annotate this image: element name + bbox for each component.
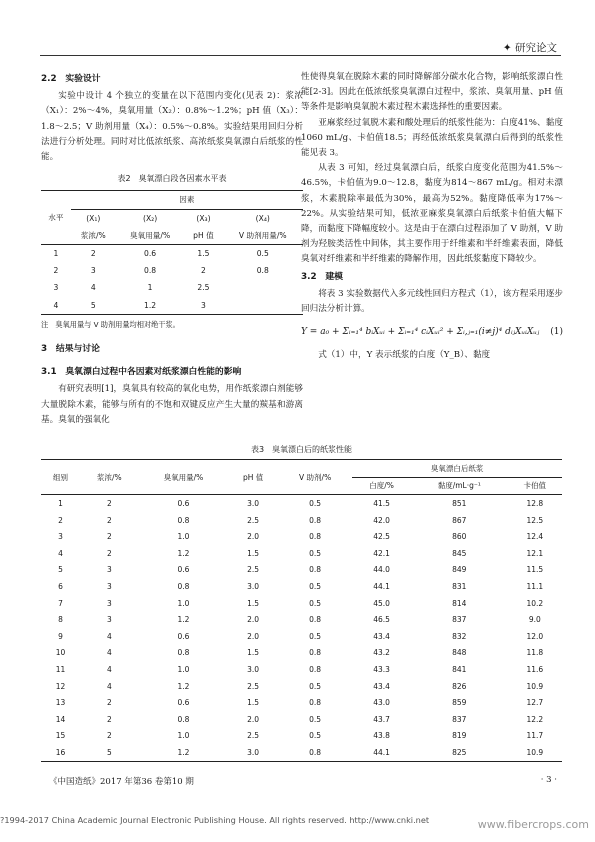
- table3-caption: 表3 臭氧漂白后的纸浆性能: [250, 445, 353, 454]
- table-cell: 42.1: [373, 548, 390, 558]
- table-cell: 12.1: [526, 548, 544, 558]
- table-cell: 849: [452, 565, 467, 575]
- table-cell: 848: [452, 648, 467, 658]
- table-row: [41, 628, 562, 645]
- table-cell: 819: [452, 731, 467, 741]
- section-2-2-paragraph: 实验中设计 4 个独立的变量在以下范围内变化(见表 2)：浆浓（X₁）：2%～4%，臭氧用量（X₂）：0.8%～1.2%；pH 值（X₃）：1.8～2.5；V 助剂用量（X₄）：0.5%～0.8%。实验结果用回归分析法进行分析处理。同时对比低浓纸浆、高浓纸浆臭氧漂白后纸浆的性能。: [41, 91, 303, 163]
- table-cell: 4: [106, 664, 112, 674]
- table-cell: 0.6: [177, 565, 190, 575]
- table-cell: 826: [452, 681, 467, 691]
- table-cell: 10: [55, 648, 66, 658]
- table-cell: 0.8: [309, 565, 322, 575]
- table-cell: 3: [106, 615, 112, 625]
- table-row: [41, 645, 562, 662]
- table-cell: 0.8: [309, 698, 322, 708]
- table-cell: 867: [452, 515, 467, 525]
- table-cell: 0.8: [309, 532, 322, 542]
- table-row: [41, 262, 303, 279]
- table-cell: 0.5: [309, 498, 322, 508]
- table-cell: 4: [90, 283, 96, 293]
- table-cell: 1.2: [139, 744, 229, 761]
- table-row: [41, 595, 562, 612]
- table-row: [41, 711, 562, 728]
- table-cell: 1.0: [177, 664, 190, 674]
- table-cell: 831: [452, 581, 467, 591]
- table-row: [41, 694, 562, 711]
- table-cell: 1.2: [177, 548, 190, 558]
- table2-col-name: V 助剂用量/%: [238, 230, 287, 240]
- table2-col-name: pH 值: [193, 230, 214, 240]
- table-cell: 0.8: [309, 664, 322, 674]
- table-cell: 43.2: [373, 648, 390, 658]
- table-cell: 2.0: [247, 532, 260, 542]
- table-cell: 44.1: [373, 581, 390, 591]
- table-row: [41, 512, 562, 529]
- table-cell: 3: [106, 598, 112, 608]
- table-cell: 4: [106, 631, 112, 641]
- table-cell: 0.5: [309, 581, 322, 591]
- table2-caption: 表2 臭氧漂白段各因素水平表: [117, 174, 227, 184]
- table-cell: 2: [106, 498, 112, 508]
- table-cell: 43.4: [373, 681, 390, 691]
- table-cell: 9.0: [528, 615, 541, 625]
- table-row: [41, 678, 562, 695]
- table-cell: 851: [452, 498, 467, 508]
- table-cell: 4: [53, 300, 59, 310]
- table-cell: 4: [58, 548, 63, 558]
- table-row: [41, 744, 562, 761]
- table-cell: 0.8: [256, 266, 269, 276]
- table-cell: 2: [90, 249, 96, 259]
- table-cell: 3.0: [247, 498, 260, 508]
- table-cell: 2: [106, 714, 112, 724]
- table3-group-header: 臭氧漂白后纸浆: [352, 460, 562, 478]
- table-cell: 12.4: [526, 532, 544, 542]
- table-cell: 46.5: [373, 615, 390, 625]
- section-2-2-title: 2.2 实验设计: [41, 74, 101, 84]
- table-cell: 0.5: [309, 731, 322, 741]
- left-column: [41, 70, 303, 428]
- table-cell: 3: [106, 581, 112, 591]
- table-row: [41, 661, 562, 678]
- paragraph: 性使得臭氧在脱除木素的同时降解部分碳水化合物，影响纸浆漂白性能[2-3]。因此在低浓纸浆臭氧漂白过程中，浆浓、臭氧用量、pH 值等条件是影响臭氧脱木素过程木素选择性的重要因素。: [301, 72, 563, 113]
- table-cell: 12.7: [526, 698, 544, 708]
- table-cell: 0.5: [309, 631, 322, 641]
- table-cell: 5: [90, 300, 96, 310]
- table-cell: 0.5: [309, 681, 322, 691]
- table-cell: 0.8: [309, 515, 322, 525]
- section-3-1-paragraph: 有研究表明[1]，臭氧具有较高的氧化电势，用作纸浆漂白剂能够大量脱除木素，能够与所有的不饱和双键反应产生大量的羰基和游离基。臭氧的强氧化: [41, 384, 303, 425]
- table-cell: 15: [55, 731, 66, 741]
- table-cell: 837: [452, 714, 467, 724]
- table-cell: 0.5: [309, 548, 322, 558]
- table-cell: 42.5: [373, 532, 390, 542]
- table-cell: 5: [80, 744, 139, 761]
- table-cell: 860: [452, 532, 467, 542]
- table-cell: 837: [452, 615, 467, 625]
- table3: [41, 459, 562, 762]
- table-cell: 11.1: [526, 581, 544, 591]
- table-cell: 4: [106, 681, 112, 691]
- table-cell: 0.8: [177, 581, 190, 591]
- table3-header: 组别: [41, 460, 80, 495]
- table-cell: 44.0: [373, 565, 390, 575]
- table-cell: 43.7: [373, 714, 390, 724]
- table-cell: 0.8: [177, 515, 190, 525]
- table3-block: [41, 444, 562, 762]
- table-cell: 42.0: [373, 515, 390, 525]
- copyright-line: ?1994-2017 China Academic Journal Electronic Publishing House. All rights reserved. http://www.cnki.net: [0, 815, 430, 825]
- journal-footer: 《中国造纸》2017 年第36 卷第10 期: [49, 777, 194, 787]
- table-cell: 2: [106, 532, 112, 542]
- table-cell: 12.2: [526, 714, 544, 724]
- table-cell: 5: [58, 565, 63, 575]
- table-cell: 0.8: [309, 615, 322, 625]
- section-tag-label: 研究论文: [515, 42, 557, 54]
- table-cell: 1.2: [177, 615, 190, 625]
- header-rule: [40, 55, 561, 56]
- table-cell: 3: [90, 266, 96, 276]
- table-cell: 13: [55, 698, 66, 708]
- table-cell: 10.2: [526, 598, 544, 608]
- table2-col-code: (X₃): [196, 213, 211, 223]
- table-cell: 11: [55, 664, 66, 674]
- table-row: [41, 611, 562, 628]
- table-cell: [223, 297, 303, 315]
- table-cell: 9: [58, 631, 63, 641]
- table-cell: 1.0: [177, 598, 190, 608]
- table-cell: 2.0: [247, 631, 260, 641]
- table-cell: 814: [452, 598, 467, 608]
- page-number: · 3 ·: [540, 775, 557, 785]
- table-cell: 825: [411, 744, 508, 761]
- table-cell: 859: [452, 698, 467, 708]
- table-cell: 1.2: [144, 300, 157, 310]
- table-cell: 2: [106, 515, 112, 525]
- table-cell: 0.8: [177, 714, 190, 724]
- table-cell: 2: [201, 266, 206, 276]
- right-column: [301, 70, 563, 364]
- table2: [41, 190, 303, 314]
- section-3-title: 3 结果与讨论: [41, 344, 100, 355]
- table-cell: 12.5: [526, 515, 544, 525]
- table-cell: 44.1: [352, 744, 411, 761]
- table-cell: 7: [58, 598, 63, 608]
- table-cell: 2: [106, 698, 112, 708]
- table-cell: [223, 279, 303, 296]
- table-cell: 1: [147, 283, 153, 293]
- table-cell: 14: [55, 714, 66, 724]
- table-row: [41, 297, 303, 315]
- table-cell: 4: [106, 648, 112, 658]
- table-cell: 2.0: [247, 714, 260, 724]
- paragraph: 从表 3 可知，经过臭氧漂白后，纸浆白度变化范围为41.5%～46.5%，卡伯值为9.0～12.8，黏度为814～867 mL/g。相对未漂浆，木素脱除率最低为30%，最高为52%。黏度降低率为17%～22%。从实验结果可知，低浓亚麻浆臭氧漂白后纸浆卡伯值大幅下降，而黏度下降幅度较小。这是由于在漂白过程添加了 V 助剂，V 助剂为羟胺类活性中间体，其主要作用于纤维素和半纤维素表面，降低臭氧对纤维素和半纤维素的降解作用，因此纸浆黏度下降较少。: [301, 163, 563, 265]
- table-cell: 1.5: [247, 598, 260, 608]
- table-cell: 0.8: [144, 266, 157, 276]
- table-cell: 12.8: [526, 498, 544, 508]
- paragraph: 亚麻浆经过氧脱木素和酸处理后的纸浆性能为：白度41%、黏度1060 mL/g、卡伯值18.5；再经低浓纸浆臭氧漂白后得到的纸浆性能见表 3。: [301, 117, 563, 159]
- table-cell: 3: [58, 532, 63, 542]
- table-row: [41, 495, 562, 512]
- table-cell: 845: [452, 548, 467, 558]
- table-cell: 43.8: [373, 731, 390, 741]
- table3-header: 浆浓/%: [80, 460, 139, 495]
- table-cell: 43.3: [373, 664, 390, 674]
- table-cell: 6: [58, 581, 63, 591]
- table-row: [41, 545, 562, 562]
- table-row: [41, 562, 562, 579]
- paragraph: 将表 3 实验数据代入多元线性回归方程式（1），该方程采用逐步回归法分析计算。: [301, 288, 563, 315]
- table-row: [41, 728, 562, 745]
- table-cell: 1.5: [247, 648, 260, 658]
- table-cell: 1: [58, 498, 63, 508]
- table-cell: 2.0: [247, 615, 260, 625]
- watermark: www.fibercrops.com: [477, 818, 589, 831]
- table2-col-code: (X₄): [255, 213, 270, 223]
- table-cell: 3.0: [228, 744, 278, 761]
- table-cell: 3: [201, 300, 206, 310]
- table-cell: 10.9: [526, 681, 544, 691]
- table-cell: 1.0: [177, 532, 190, 542]
- table-row: [41, 245, 303, 263]
- table-cell: 2.5: [247, 681, 260, 691]
- table-cell: 41.5: [373, 498, 390, 508]
- table-cell: 11.5: [526, 565, 544, 575]
- table-cell: 11.6: [526, 664, 544, 674]
- table-cell: 0.5: [309, 714, 322, 724]
- table-cell: 0.6: [144, 249, 157, 259]
- table-cell: 11.7: [526, 731, 544, 741]
- section-3-2-title: 3.2 建模: [301, 271, 343, 282]
- table-cell: 1.5: [197, 249, 210, 259]
- table3-header: V 助剂/%: [278, 460, 352, 495]
- table-cell: 2: [58, 515, 63, 525]
- table2-group-header: 因素: [71, 191, 303, 209]
- table-cell: 0.6: [177, 698, 190, 708]
- section-tag: [503, 40, 557, 55]
- table-cell: 3.0: [247, 581, 260, 591]
- table-row: [41, 528, 562, 545]
- table-cell: 2.5: [247, 731, 260, 741]
- table-cell: 1.2: [177, 681, 190, 691]
- table-cell: 43.0: [373, 698, 390, 708]
- table-cell: 832: [452, 631, 467, 641]
- bullet-icon: ✦: [502, 42, 512, 54]
- equation-body: Y = a₀ + Σᵢ₌₁⁴ bᵢXᵤᵢ + Σᵢ₌₁⁴ cᵢXᵤᵢ² + Σᵢ,ⱼ₌₁(i≠j)⁴ dᵢⱼXᵤᵢXᵤⱼ: [301, 327, 540, 338]
- table-cell: 43.4: [373, 631, 390, 641]
- table2-row-header: 水平: [41, 191, 71, 245]
- table-cell: 0.8: [309, 648, 322, 658]
- table-cell: 1: [53, 249, 59, 259]
- table2-col-name: 浆浓/%: [80, 230, 106, 240]
- table-cell: 11.8: [526, 648, 544, 658]
- table2-col-code: (X₁): [86, 213, 101, 223]
- table-cell: 1.5: [247, 548, 260, 558]
- table-cell: 16: [41, 744, 80, 761]
- table-row: [41, 578, 562, 595]
- table-cell: 2: [53, 266, 59, 276]
- table2-note: 注 臭氧用量与 V 助剂用量均相对绝干浆。: [41, 319, 180, 329]
- table-cell: 0.8: [278, 744, 352, 761]
- table3-header: 白度/%: [369, 481, 394, 491]
- table3-header: pH 值: [228, 460, 278, 495]
- table-cell: 0.6: [177, 631, 190, 641]
- table3-header: 臭氧用量/%: [139, 460, 229, 495]
- table3-header: 黏度/mL·g⁻¹: [437, 481, 481, 491]
- table-cell: 3: [53, 283, 59, 293]
- table3-body: [41, 495, 562, 762]
- table-cell: 12: [55, 681, 66, 691]
- table-cell: 1.5: [247, 698, 260, 708]
- paragraph: 式（1）中，Y 表示纸浆的白度（Y_B）、黏度: [318, 350, 491, 361]
- table-cell: 2.5: [247, 515, 260, 525]
- table-row: [41, 279, 303, 296]
- table-cell: 841: [452, 664, 467, 674]
- table-cell: 1.0: [177, 731, 190, 741]
- table-cell: 3.0: [247, 664, 260, 674]
- equation-1: [301, 325, 563, 340]
- table-cell: 0.5: [256, 249, 269, 259]
- table-cell: 2.5: [197, 283, 210, 293]
- table-cell: 3: [106, 565, 112, 575]
- table2-col-code: (X₂): [143, 213, 158, 223]
- equation-number: (1): [550, 327, 563, 338]
- table-cell: 2: [106, 548, 112, 558]
- table-cell: 45.0: [373, 598, 390, 608]
- table-cell: 2.5: [247, 565, 260, 575]
- table-cell: 0.6: [177, 498, 190, 508]
- table-cell: 8: [58, 615, 63, 625]
- table-cell: 10.9: [508, 744, 562, 761]
- table3-header: 卡伯值: [523, 481, 547, 491]
- table-cell: 0.5: [309, 598, 322, 608]
- section-3-1-title: 3.1 臭氧漂白过程中各因素对纸浆漂白性能的影响: [41, 367, 242, 378]
- table2-col-name: 臭氧用量/%: [130, 230, 171, 240]
- table-cell: 12.0: [526, 631, 544, 641]
- table-cell: 0.8: [177, 648, 190, 658]
- table-cell: 2: [106, 731, 112, 741]
